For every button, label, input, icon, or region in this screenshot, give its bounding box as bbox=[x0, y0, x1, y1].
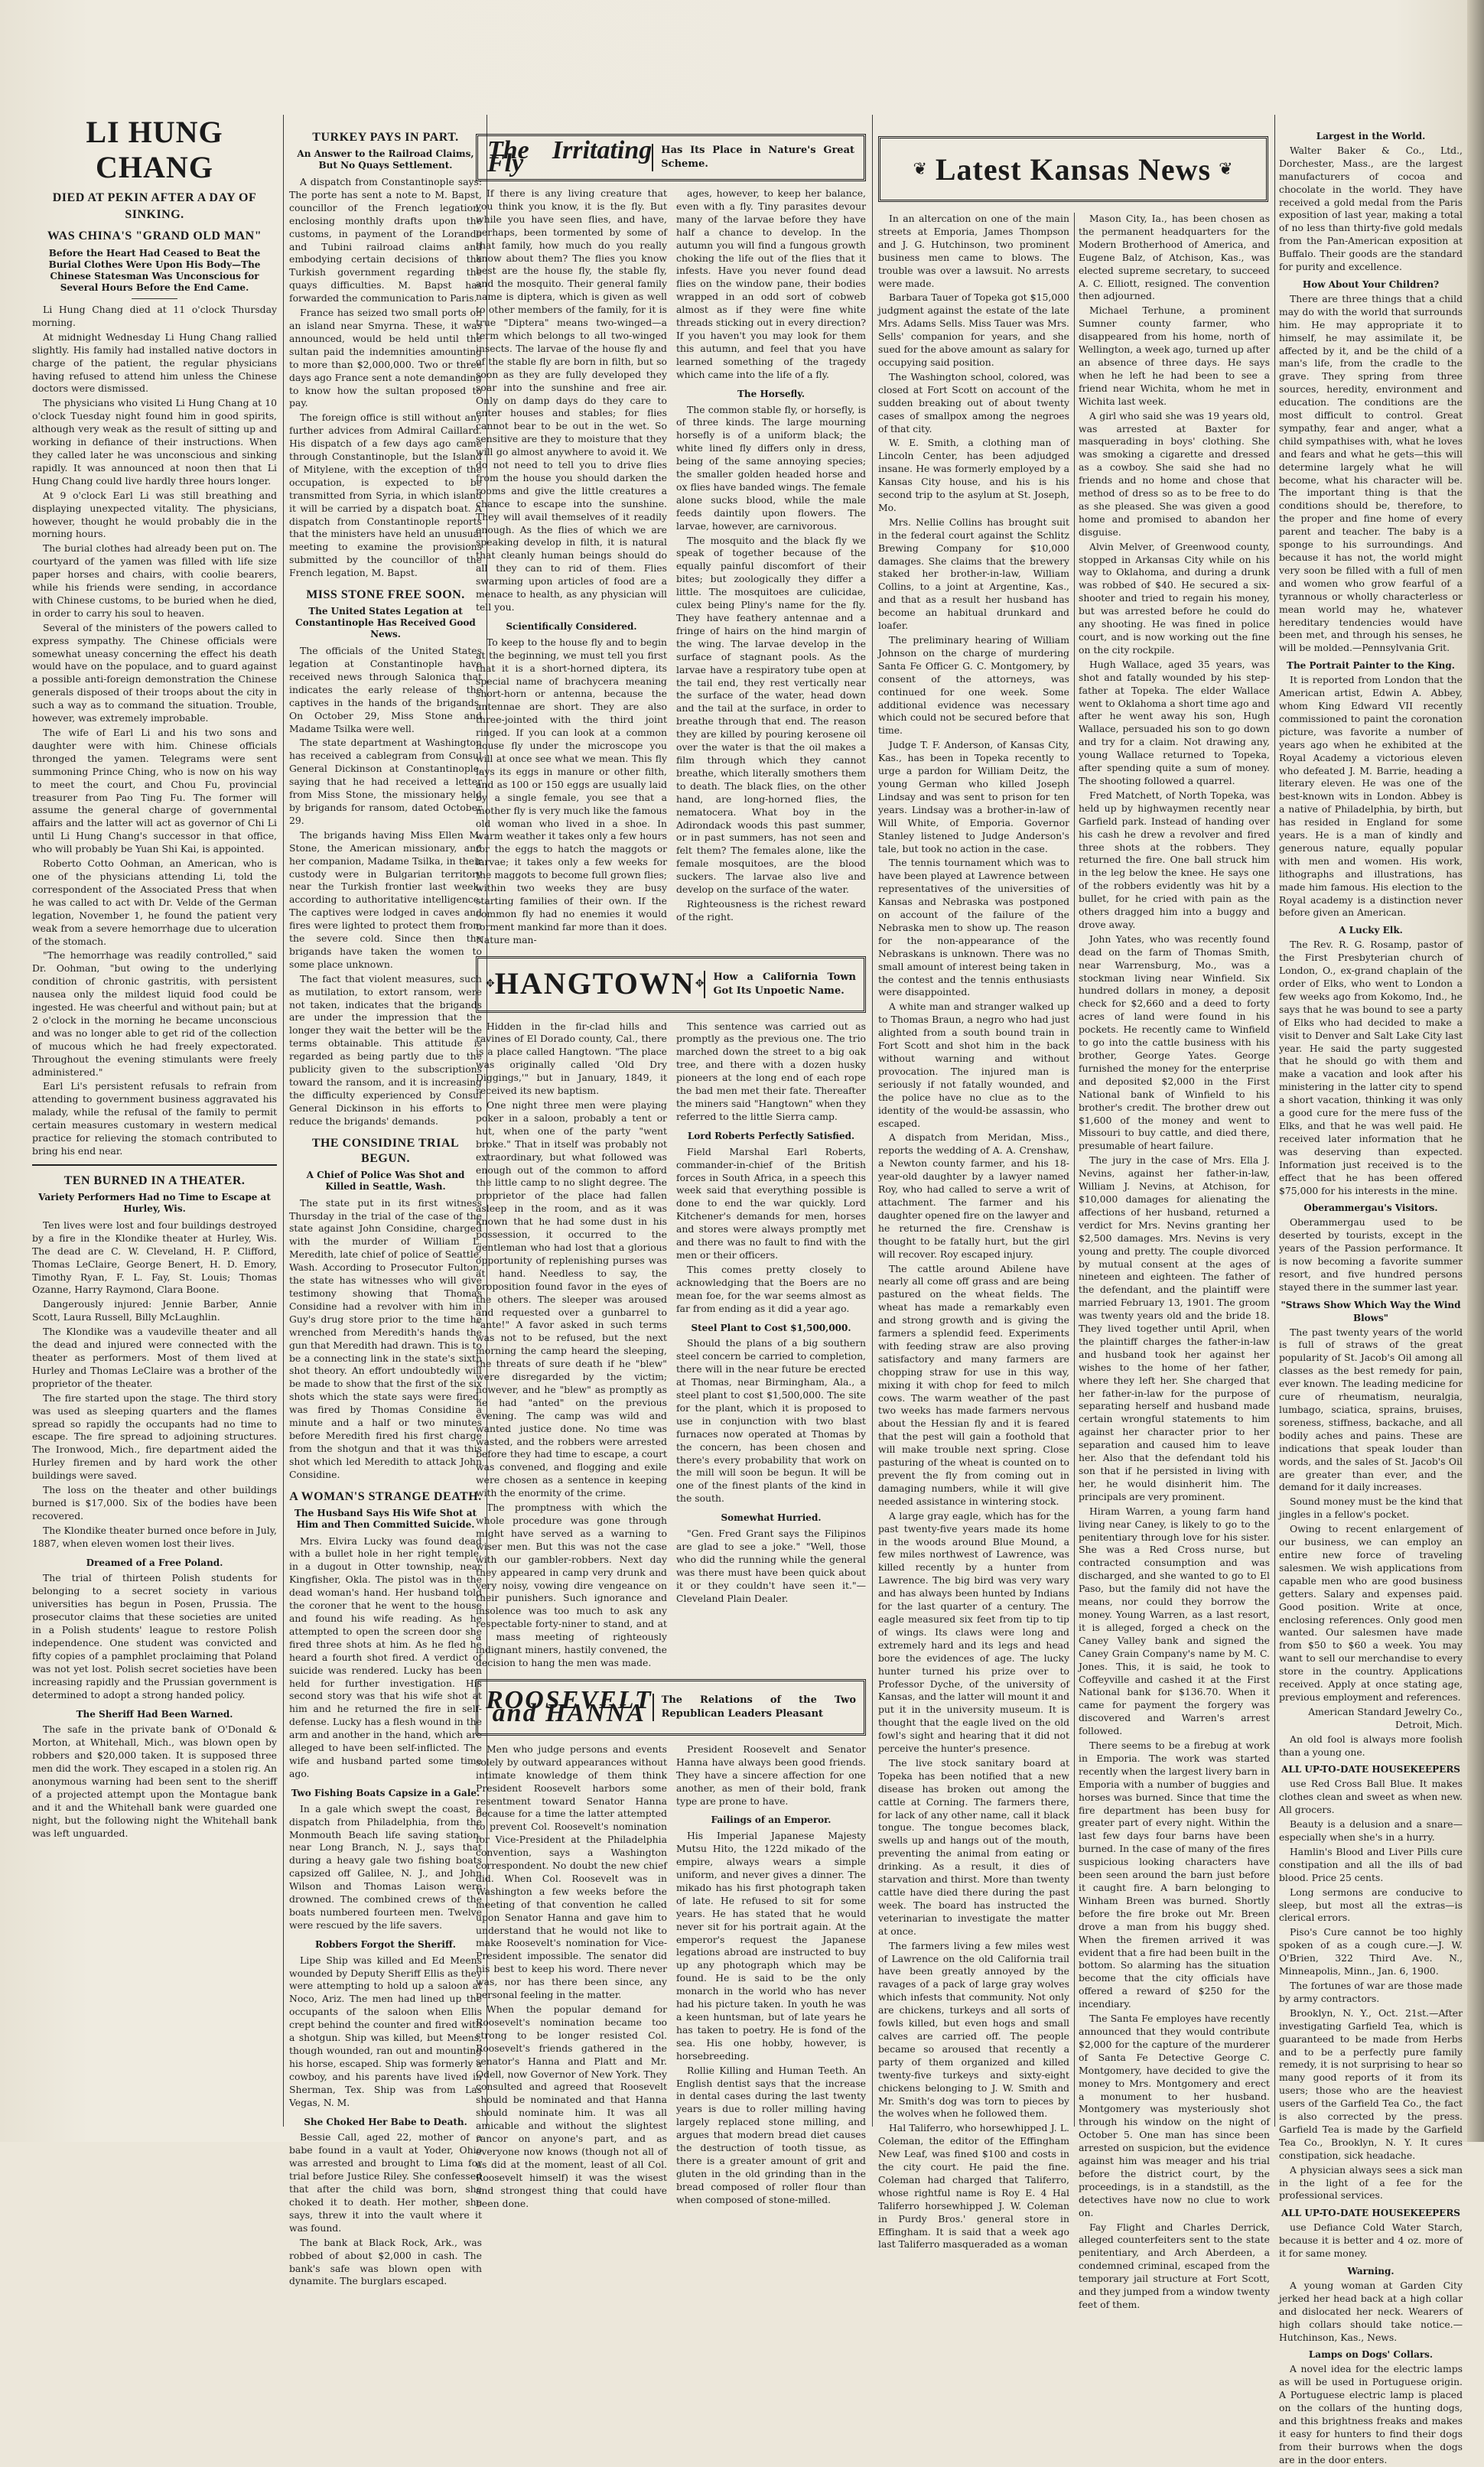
deck-grand-old-man: WAS CHINA'S "GRAND OLD MAN" bbox=[47, 229, 262, 242]
paragraph: An old fool is always more foolish than a young one. bbox=[1279, 1733, 1463, 1758]
paragraph: Michael Terhune, a prominent Sumner county farmer, who disappeared from his home, north of Wellington, a week ago, turned up after an absence of three days. He says when he left he had been to see a friend near Wichita, whom he met in Wichita last week. bbox=[1079, 304, 1270, 407]
ornament-icon: ✥ bbox=[695, 978, 705, 991]
subtitle-irritating-fly: Has Its Place in Nature's Great Scheme. bbox=[652, 144, 854, 171]
paragraph: Mason City, Ia., has been chosen as the permanent headquarters for the Modern Brotherhood of America, and Eugene Balz, of Atchison, Kas., was elected supreme secretary, to succeed A. C. Elliott, resigned. The convention then adjourned. bbox=[1079, 213, 1270, 302]
paragraph: Oberammergau used to be deserted by tourists, except in the years of the Passion performance. It is now becoming a favorite summer resort, and five hundred persons stayed there in the summer last year. bbox=[1279, 1216, 1463, 1293]
paragraph: John Yates, who was recently found dead on the farm of Thomas Smith, near Warrensburg, Mo., was a stockman living near Winfield. Six hundred dollars in money, a deposit check for $2,660 and a deed to forty acres of land were found in his pockets. He recently came to Winfield to go into the cattle business with his brother, George Yates. George furnished the money for the enterprise and deposited $2,000 in the First National bank of Winfield to his brother's credit. The brother drew out $1,600 of the money and went to Missouri to buy cattle, and died there, presumable of heart failure. bbox=[1079, 932, 1270, 1152]
headline-turkey-pays: TURKEY PAYS IN PART. bbox=[312, 131, 459, 144]
paragraph: The jury in the case of Mrs. Ella J. Nevins, against her father-in-law, William J. Nevins, at Atchison, for $10,000 damages for alienating the affections of her husband, returned a verdict for Mrs. Nevins granting her $2,500 damages. Mrs. Nevins is very young and pretty. The couple divorced by mutual consent at the ages of nineteen and eighteen. The father of the defendant, and the plaintiff were married February 13, 1901. The groom was twenty years old and the bride 18. They lived together until April, when the plaintiff charges the father-in-law and husband took her against her wishes to the home of her father, where they left her. She charged that her father-in-law for the purpose of separating herself and husband made certain wrongful statements to him against her character prior to her separation and caused him to leave her. Also that the defendant told his son that if he persisted in living with her, he would disinherit him. The principals are very prominent. bbox=[1079, 1154, 1270, 1502]
fly-right bbox=[676, 187, 866, 949]
paragraph: Rollie Killing and Human Teeth. An English dentist says that the increase in dental cases during the last twenty years is due to roller milling having largely replaced stone milling, and argues that modern bread diet causes the destruction of tooth tissue, as there is a greater amount of grit and gluten in the old grinding than in the bread composed of roller flour than when composed of stone-milled. bbox=[676, 2064, 866, 2205]
paragraph: In an altercation on one of the main streets at Emporia, James Thompson and J. G. Hutchinson, two prominent business men came to blows. The trouble was over a lawsuit. No arrests were made. bbox=[878, 213, 1069, 289]
headline-sheriff-warned: The Sheriff Had Been Warned. bbox=[76, 1708, 233, 1720]
paragraph: His Imperial Japanese Majesty Mutsu Hito, the 122d mikado of the empire, always wears a simple uniform, and never gives a dinner. The mikado has his first photograph taken of late. He refused to sit for some years. He has stated that he would never sit for his portrait again. At the emperor's request the Japanese legations abroad are instructed to buy up any photograph which may be found. He is said to be the only monarch in the world who has never had his picture taken. In youth he was a keen huntsman, but of late years he has taken to poetry. He is fond of the sea. His one hobby, however, is horsebreeding. bbox=[676, 1830, 866, 2062]
paragraph: The loss on the theater and other buildings burned is $17,000. Six of the bodies have been recovered. bbox=[32, 1484, 277, 1522]
subhead-somewhat-hurried: Somewhat Hurried. bbox=[721, 1512, 822, 1524]
paragraph: The state department at Washington has received a cablegram from Consul General Dickinson at Constantinople, saying that he had received a letter from Miss Stone, the missionary held by brigands for ransom, dated October 29. bbox=[289, 737, 482, 826]
divider bbox=[132, 298, 177, 299]
roosevelt-right bbox=[676, 1743, 866, 2212]
paragraph: If there is any living creature that you think you know, it is the fly. But while you have seen flies, and have, perhaps, been tormented by some of that family, how much do you really know about them? The flies you know best are the house fly, the stable fly, and the mosquito. Their general family name is diptera, which is given as well to other members of the family, for it is true "Diptera" means two-winged—a term which belongs to all two-winged insects. The larvae of the house fly and of the stable fly are born in filth, but so soon as they are fully developed they soar into the sunshine and free air. Only on damp days do they care to enter houses and stables; for flies cannot bear to be out in the wet. So sensitive are they to moisture that they will go almost anywhere to avoid it. We do not need to tell you to drive flies from the house you should darken the rooms and give the little creatures a chance to escape into the sunshine. They will avail themselves of it readily enough. As the flies of which we are speaking develop in filth, it is natural that cleanly human beings should do all they can to rid of them. Flies swarming upon articles of food are a menace to health, as any physician will tell you. bbox=[476, 187, 667, 613]
paragraph: This comes pretty closely to acknowledging that the Boers are no mean foe, for the war seems almost as far from ending as it did a year ago. bbox=[676, 1263, 866, 1314]
label-lucky-elk: A Lucky Elk. bbox=[1339, 925, 1403, 936]
title-hangtown: HANGTOWN bbox=[494, 966, 695, 1001]
paragraph: A novel idea for the electric lamps as will be used in Portuguese origin. A Portuguese electric lamp is placed on the collars of the hunting dogs, and this brightness freaks and makes it easy for hunters to find their dogs from their burrows when the dogs are in the door enters. bbox=[1279, 2363, 1463, 2465]
column-1 bbox=[32, 115, 277, 2127]
hangtown-article bbox=[476, 1020, 866, 1671]
paragraph: "The hemorrhage was readily controlled," said Dr. Oohman, "but owing to the underlying condition of chronic gastritis, with persistent nausea only the mildest liquid food could be ingested. He was cheerful and without pain; but at 2 o'clock in the morning he became unconscious and was no longer able to get rid of the collection of mucous which he had freely expectorated. Throughout the evening stimulants were freely administered." bbox=[32, 949, 277, 1078]
paragraph: Earl Li's persistent refusals to refrain from attending to government business aggravated his malady, while the refusal of the family to permit certain measures customary in western medical practice for relieving the stomach contributed to bring his end near. bbox=[32, 1080, 277, 1157]
paragraph: use Red Cross Ball Blue. It makes clothes clean and sweet as when new. All grocers. bbox=[1279, 1778, 1463, 1816]
paragraph: A white man and stranger walked up to Thomas Braun, a negro who had just alighted from a south bound train in Fort Scott and shot him in the back without warning and without provocation. The injured man is seriously if not fatally wounded, and the police have no clue as to the identity of the would-be assassin, who escaped. bbox=[878, 1001, 1069, 1129]
paragraph: There seems to be a firebug at work in Emporia. The work was started recently when the largest livery barn in Emporia with a number of buggies and horses was burned. Since that time the fire department has been busy for greater part of every night. Within the last few days four barns have been burned. In the case of many of the fires suspicious looking characters have been seen around the barn just before it caught fire. A barn belonging to Winham Breen was burned. Shortly before the fire broke out Mr. Breen drove a man from his buggy shed. When the firemen arrived it was evident that a fire had been built in the bottom. So alarming has the situation become that the city officials have offered a reward of $250 for the incendiary. bbox=[1079, 1740, 1270, 2010]
subtitle-hangtown: How a California Town Got Its Unpoetic Name. bbox=[704, 971, 856, 998]
headline-ten-burned: TEN BURNED IN A THEATER. bbox=[63, 1173, 246, 1187]
paragraph: Li Hung Chang died at 11 o'clock Thursday morning. bbox=[32, 304, 277, 328]
column-rule bbox=[872, 115, 873, 2127]
paragraph: Hiram Warren, a young farm hand living near Caney, is likely to go to the penitentiary through love for his sister. She was a Red Cross nurse, but contracted consumption and was discharged, and she wanted to go to El Paso, but the family did not have the means, nor could they borrow the money. Young Warren, as a last resort, it is alleged, forged a check on the Caney Valley bank and signed the Caney Grain Company's name by M. C. Jones. This, it is said, he took to Coffeyville and cashed it at the First National bank for $136.70. When it came for payment the forgery was discovered and Warren's arrest followed. bbox=[1079, 1505, 1270, 1737]
paragraph: "Gen. Fred Grant says the Filipinos are glad to see a joke." "Well, those who did the running while the general was there must have been quick about it or they couldn't have seen it."—Cleveland Plain Dealer. bbox=[676, 1528, 866, 1604]
column-rule bbox=[1274, 115, 1275, 2127]
label-portrait: The Portrait Painter to the King. bbox=[1287, 660, 1455, 672]
ornament-icon: ❦ bbox=[1219, 159, 1234, 178]
paragraph: The promptness with which the whole procedure was gone through might have served as a warning to wiser men. But this was not the case with our gambler-robbers. Next day they appeared in camp very drunk and very noisy, vowing dire vengeance on their punishers. Such ignorance and insolence was too much to ask any respectable forty-niner to stand, and at a mass meeting of righteously indignant miners, hastily convened, the decision to hang the men was made. bbox=[476, 1502, 667, 1668]
paragraph: The state put in its first witness Thursday in the trial of the case of the state against John Considine, charged with the murder of William L. Meredith, late chief of police of Seattle, Wash. According to Prosecutor Fulton, the state has witnesses who will give testimony showing that Thomas Considine had a revolver with him in Guy's drug store prior to the time he wrenched from Meredith's hands the gun that Meredith had drawn. This is to be a connecting link in the state's sixth shot theory. An effort undoubtedly will be made to show that the first of the six shots which the state says were fired, was fired by Thomas Considine a minute and a half or two minutes before Meredith fired his first charge from the shotgun and that it was this shot which led Meredith to attack John Considine. bbox=[289, 1196, 482, 1480]
summary-li-hung-chang: Before the Heart Had Ceased to Beat the Burial Clothes Were Upon His Body—The Chinese Statesman Was Unconscious for Several Hours Before the End Came. bbox=[48, 248, 261, 293]
paragraph: Alvin Melver, of Greenwood county, stopped in Arkansas City while on his way to Oklahoma, and during a drunk was robbed of $40. He secured a six-shooter and tried to regain his money, but was arrested before he could do any shooting. He was fined in police court, and is now working out the fine on the city rockpile. bbox=[1079, 540, 1270, 656]
paragraph: It is reported from London that the American artist, Edwin A. Abbey, whom King Edward VII recently commissioned to paint the coronation picture, was favorite a number of years ago when he exhibited at the Royal Academy a victorious eleven who defeated J. M. Barrie, heading a literary eleven. He was one of the best-known wits in London. Abbey is a native of Philadelphia, by birth, but has resided in England for some years. He is a man of kindly and generous nature, equally popular with men and women. His work, lithographs and illustrations, has made him famous. His election to the Royal academy is a distinction never before given an American. bbox=[1279, 674, 1463, 919]
paragraph: There are three things that a child may do with the world that surrounds him. He may appropriate it to himself, he may assimilate it, be affected by it, and be the child of a man's life, from the cradle to the grave. They spring from three sources, heredity, environment and education. The conditions are the most difficult to control. Great sympathy, fear and anger, what a child sympathises with, what he loves and fears and what he gets—this will determine largely what he will become, what his character will be. The important thing is that the conditions should be, therefore, to the proper and fine home of every parent and teacher. The baby is a sponge to his surroundings. And because it has not, the world might very soon be filled with a full of men and women who grow fearful of a tyrannous or wholly characterless or mean world may he, whatever hereditary tendencies would have been met, and through his senses, he will be molded.—Pennsylvania Grit. bbox=[1279, 292, 1463, 654]
paragraph: At midnight Wednesday Li Hung Chang rallied slightly. His family had installed native doctors in charge of the patient, the regular physicians having refused to attend him unless the Chinese doctors were dismissed. bbox=[32, 330, 277, 395]
headline-womans-death: A WOMAN'S STRANGE DEATH. bbox=[289, 1489, 482, 1503]
subhead-emperor: Failings of an Emperor. bbox=[711, 1814, 831, 1826]
paragraph: In a gale which swept the coast, a dispatch from Philadelphia, from the Monmouth Beach life saving station, near Long Branch, N. J., says that during a heavy gale two fishing boats capsized off Galilee, N. J., and John Wilson and Thomas Laison were drowned. The combined crews of the boats numbered fourteen men. Twelve were rescued by the life savers. bbox=[289, 1802, 482, 1931]
title-roosevelt-hanna: ROOSEVELT and HANNA bbox=[486, 1685, 653, 1727]
paragraph: Fay Flight and Charles Derrick, alleged counterfeiters sent to the state penitentiary, and Arch Aberdeen, a condemned criminal, escaped from the temporary jail structure at Fort Scott, and they jumped from a window twenty feet of them. bbox=[1079, 2221, 1270, 2310]
paragraph: The trial of thirteen Polish students for belonging to a secret society in various universities has begun in Posen, Prussia. The prosecutor claims that these societies are united in a Polish students' league to restore Polish independence. One student was convicted and fifty copies of a pamphlet proclaiming that Poland was not yet lost. Polish secret societies have been increasing rapidly and the Prussian government is determined to adopt a strong handed policy. bbox=[32, 1572, 277, 1701]
paragraph: When the popular demand for Roosevelt's nomination became too strong to be longer resisted Col. Roosevelt's friends gathered in the senator's Hanna and Platt and Mr. Odell, now Governor of New York. They consulted and agreed that Roosevelt should be nominated and that Hanna should nominate him. It was all amicable and without the slightest rancor on anyone's part, and as everyone now knows (though not all of us did at the moment, least of all Col. Roosevelt himself) it was the wisest and strongest thing that could have been done. bbox=[476, 2003, 667, 2209]
paragraph: Dangerously injured: Jennie Barber, Annie Scott, Laura Russell, Billy McLaughlin. bbox=[32, 1298, 277, 1323]
paragraph: Beauty is a delusion and a snare—especially when she's in a hurry. bbox=[1279, 1818, 1463, 1843]
title-latest-kansas-news: Latest Kansas News bbox=[935, 151, 1212, 187]
label-housekeepers-2: ALL UP-TO-DATE HOUSEKEEPERS bbox=[1281, 2208, 1460, 2219]
paragraph: At 9 o'clock Earl Li was still breathing and displaying unexpected vitality. The physicians, however, thought he would probably die in the morning hours. bbox=[32, 489, 277, 540]
subhead-turkey: An Answer to the Railroad Claims, But No Quays Settlement. bbox=[297, 148, 474, 171]
roosevelt-article bbox=[476, 1743, 866, 2212]
headline-free-poland: Dreamed of a Free Poland. bbox=[86, 1557, 223, 1568]
paragraph: One night three men were playing poker in a saloon, probably a tent or hut, when one of the party "went broke." That in itself was probably not extraordinary, but what followed was enough out of the common to afford the little camp to no slight degree. The proprietor of the place had fallen asleep in the room, and as it was known that he had some dust in his possession, it occurred to the gentleman who had lost that a glorious opportunity of replenishing purses was at hand. Needless to say, the proposition found favor in the eyes of the others. The sleeper was aroused and requested over a gunbarrel to "ante!" A favor asked in such terms was not to be refused, but the next morning the camp heard the sleeping, the threats of sure death if he "blew" were disregarded by the victim; however, and he "blew" as promptly as he had "anted" on the previous evening. The camp was wild and wanted justice done. No time was wasted, and the robbers were arrested before they had time to escape, a court was convened, and flogging and exile were chosen as a sentence in keeping with the enormity of the crime. bbox=[476, 1099, 667, 1499]
paragraph: W. E. Smith, a clothing man of Lincoln Center, has been adjudged insane. He was formerly employed by a Kansas City house, and his is his second trip to the asylum at St. Joseph, Mo. bbox=[878, 437, 1069, 513]
paragraph: The past twenty years of the world is full of straws of the great popularity of St. Jacob's Oil among all classes as the best remedy for pain, ever known. The leading medicine for cure of rheumatism, neuralgia, lumbago, sciatica, sprains, bruises, soreness, stiffness, backache, and all bodily aches and pains. These are indications that speak louder than words, and the sales of St. Jacob's Oil are greater than ever, and the demand for it daily increases. bbox=[1279, 1326, 1463, 1493]
column-rule bbox=[283, 115, 284, 2127]
fly-title-box bbox=[476, 134, 866, 181]
paragraph: use Defiance Cold Water Starch, because it is better and 4 oz. more of it for same money. bbox=[1279, 2221, 1463, 2260]
paragraph: Several of the ministers of the powers called to express sympathy. The Chinese officials were somewhat uneasy concerning the effect his death would have on the populace, and to guard against a possible anti-foreign demonstration the Chinese generals disposed of their troops about the city in such a way as to command the situation. Trouble, however, was extremely improbable. bbox=[32, 621, 277, 724]
paragraph: France has seized two small ports on an island near Smyrna. These, it was announced, would be held until the sultan paid the indemnities amounting to more than $2,000,000. Two or three days ago France sent a note demanding to know how the sultan proposed to pay. bbox=[289, 307, 482, 409]
column-5 bbox=[878, 213, 1069, 2251]
page-edge bbox=[1467, 0, 1484, 2142]
paragraph: To keep to the house fly and to begin at the beginning, we must tell you first that it is a short-horned diptera, its special name of brachycera meaning short-horn or antenna, because the antennae are short. They are also three-jointed with the third joint ringed. If you can look at a common house fly under the microscope you will at once see what we mean. This fly lays its eggs in manure or other filth, and as 100 or 150 eggs are usually laid by a single female, you see that a mother fly is very much like the famous old woman who lived in a shoe. In warm weather it takes only a few hours for the eggs to hatch the maggots or larvae; it takes only a few weeks for the maggots to become full grown flies; within two weeks they are busy starting families of their own. If the common fly had no enemies it would torment mankind far more than it does. Nature man- bbox=[476, 636, 667, 945]
paragraph: The safe in the private bank of O'Donald & Morton, at Whitehall, Mich., was blown open by robbers and $20,000 taken. It is supposed three men did the work. They escaped in a stolen rig. An anonymous warning had been sent to the sheriff of a projected attempt upon the Montague bank and it and the Whitehall bank were guarded one night, but the following night the Whitehall bank was left unguarded. bbox=[32, 1723, 277, 1839]
paragraph: The foreign office is still without any further advices from Admiral Caillard. His dispatch of a few days ago came through Constantinople, but the Island of Mitylene, with the exception of the occupation, is expected to be transmitted from Syria, in which island it will be carried by a dispatch boat. A dispatch from Constantinople reports that the ministers have held an unusual meeting to examine the provisions submitted by the councillor of the French legation, M. Bapst. bbox=[289, 412, 482, 579]
paragraph: Bessie Call, aged 22, mother of a babe found in a vault at Yoder, Ohio was arrested and brought to Lima for trial before Justice Riley. She confessed that after the child was born, she choked it to death. Her mother, she says, threw it into the vault where it was found. bbox=[289, 2131, 482, 2234]
paragraph: Brooklyn, N. Y., Oct. 21st.—After investigating Garfield Tea, which is guaranteed to be made from Herbs and to be a perfectly pure family remedy, it is not surprising to hear so many good reports of it from its users; those who are the heaviest users of the Garfield Tea Co., the fact is also corrected by the press. Garfield Tea is made by the Garfield Tea Co., Brooklyn, N. Y. It cures constipation, sick headache. bbox=[1279, 2006, 1463, 2161]
paragraph: Walter Baker & Co., Ltd., Dorchester, Mass., are the largest manufacturers of cocoa and chocolate in the world. They have received a gold medal from the Paris exposition of last year, making a total of no less than thirty-five gold medals from the Pan-American exposition at Buffalo. Their goods are the standard for purity and excellence. bbox=[1279, 144, 1463, 273]
paragraph: The mosquito and the black fly we speak of together because of the equally painful discomfort of their bites; but zoologically they differ a little. The mosquitoes are culicidae, culex being Pliny's name for the fly. They have feathery antennae and a fringe of hairs on the hind margin of the wing. The larvae develop in the surface of stagnant pools. As the larvae have a respiratory tube open at the tail end, they rest vertically near the surface of the water, head down and the tail at the surface, in order to breathe through that end. The reason they are killed by pouring kerosene oil over the water is that the oil makes a film through which they cannot breathe, which literally smothers them to death. The black flies, on the other hand, are long-horned flies, the nematocera. What boy in the Adirondack woods this past summer, or in past summers, has not seen and felt them? The females alone, like the female mosquitoes, are the blood suckers. The larvae also live and develop on the surface of the water. bbox=[676, 534, 866, 896]
roosevelt-left bbox=[476, 1743, 667, 2212]
paragraph: Fred Matchett, of North Topeka, was held up by highwaymen recently near Garfield park. Instead of handing over his cash he drew a revolver and fired three shots at the robbers. They returned the fire. One ball struck him in the leg below the knee. He says one of the robbers evidently was hit by a bullet, for he cried with pain as the others dragged him into a buggy and drove away. bbox=[1079, 789, 1270, 930]
subhead-considine: A Chief of Police Was Shot and Killed in Seattle, Wash. bbox=[306, 1169, 465, 1192]
label-straws: "Straws Show Which Way the Wind Blows" bbox=[1281, 1299, 1461, 1323]
paragraph: Owing to recent enlargement of our business, we can employ an entire new force of traveling salesmen. We wish applications from capable men who are good business getters. Salary and expenses paid. Good position. Write at once, enclosing references. Only good men wanted. Our salesmen have made from $50 to $60 a week. You may want to sell our merchandise to every store in the country. Applications received. Apply at once stating age, previous employment and references. bbox=[1279, 1523, 1463, 1703]
column-2 bbox=[289, 115, 482, 2287]
headline-li-hung-chang: LI HUNG CHANG bbox=[86, 115, 223, 184]
paragraph: The physicians who visited Li Hung Chang at 10 o'clock Tuesday night found him in good spirits, although very weak as the result of sitting up and working in defiance of their instructions. When they called later he was unconscious and sinking rapidly. It was announced at noon then that Li Hung Chang could live hardly three hours longer. bbox=[32, 397, 277, 487]
paragraph: Barbara Tauer of Topeka got $15,000 judgment against the estate of the late Mrs. Adams Sells. Miss Tauer was Mrs. Sells' companion for years, and she sued for the above amount as salary for occupying said position. bbox=[878, 291, 1069, 368]
subhead-miss-stone: The United States Legation at Constantinople Has Received Good News. bbox=[295, 606, 476, 640]
paragraph: Long sermons are conducive to sleep, but most all the extras—is clerical errors. bbox=[1279, 1886, 1463, 1924]
paragraph: The common stable fly, or horsefly, is of three kinds. The large mourning horsefly is of a uniform black; the white lined fly differs only in dress, being of the same annoying species; the smaller golden headed horse and ox flies have banded wings. The female alone sucks blood, while the male feeds daintily upon flowers. The larvae, however, are carnivorous. bbox=[676, 403, 866, 532]
subhead-horsefly: The Horsefly. bbox=[737, 388, 805, 399]
fly-article bbox=[476, 187, 866, 949]
hangtown-right bbox=[676, 1020, 866, 1671]
paragraph: The Klondike theater burned once before in July, 1887, when eleven women lost their lives. bbox=[32, 1524, 277, 1549]
paragraph: The cattle around Abilene have nearly all come off grass and are being pastured on the wheat fields. The wheat has made a remarkably even and strong growth and is giving the farmers a splendid feed. Experiments with feeding straw are also proving satisfactory and many farmers are chopping straw for use in this way, mixing it with chop for feed to milch cows. The warm weather of the past two weeks has made farmers nervous about the Hessian fly and it is feared that the pest will gain a foothold that will make trouble next spring. Close pasturing of the wheat is counted on to prevent the fly from coming out in damaging numbers, while it will give needed assistance in wintering stock. bbox=[878, 1262, 1069, 1507]
paragraph: Roberto Cotto Oohman, an American, who is one of the physicians attending Li, told the correspondent of the Associated Press that when he was called to act with Dr. Velde of the German legation, November 1, he found the patient very weak from a severe hemorrhage due to ulceration of the stomach. bbox=[32, 858, 277, 947]
subhead-ten-burned: Variety Performers Had no Time to Escape at Hurley, Wis. bbox=[38, 1191, 271, 1214]
article-li-hung-chang-body bbox=[32, 304, 277, 1158]
subhead-scientifically: Scientifically Considered. bbox=[506, 620, 637, 632]
hangtown-title-box bbox=[476, 956, 866, 1013]
headline-considine: THE CONSIDINE TRIAL BEGUN. bbox=[311, 1136, 460, 1165]
paragraph: A young woman at Garden City jerked her head back at a high collar and dislocated her neck. Wearers of high collars should take notice.—Hutchinson, Kas., News. bbox=[1279, 2279, 1463, 2343]
headline-fishing-boats: Two Fishing Boats Capsize in a Gale. bbox=[291, 1787, 480, 1798]
paragraph: The preliminary hearing of William Johnson on the charge of murdering Santa Fe Officer G. C. Montgomery, by consent of the attorneys, was continued for one week. Some additional evidence was necessary which could not be secured before that time. bbox=[878, 634, 1069, 737]
paragraph: Piso's Cure cannot be too highly spoken of as a cough cure.—J. W. O'Brien, 322 Third Ave. N., Minneapolis, Minn., Jan. 6, 1900. bbox=[1279, 1926, 1463, 1977]
paragraph: Hal Taliferro, who horsewhipped J. L. Coleman, the editor of the Effingham New Leaf, was fined $100 and costs in the city court. He paid the fine. Coleman had charged that Taliferro, whose rightful name is Roy E. 4 Hal Taliferro horsewhipped J. W. Coleman in Purdy Bros.' general store in Effingham. It is said that a week ago last Taliferro masqueraded as a woman bbox=[878, 2122, 1069, 2251]
paragraph: Lipe Ship was killed and Ed Meens wounded by Deputy Sheriff Ellis as they were attempting to hold up a saloon at Noco, Ariz. The men had lined up the occupants of the saloon when Ellis crept behind the counter and fired with a shotgun. Ship was killed, but Meens, though wounded, ran out and mounting his horse, escaped. Ship was formerly a cowboy, and his parents have lived in Sherman, Tex. Ship was from Las Vegas, N. M. bbox=[289, 1954, 482, 2108]
paragraph: American Standard Jewelry Co., Detroit, Mich. bbox=[1308, 1705, 1463, 1730]
paragraph: The officials of the United States legation at Constantinople have received news through Salonica that indicates the early release of the captives in the hands of the brigands. On October 29, Miss Stone and Madame Tsilka were well. bbox=[289, 645, 482, 734]
paragraph: ages, however, to keep her balance, even with a fly. Tiny parasites devour many of the larvae before they have half a chance to develop. In the autumn you will find a fungous growth choking the life out of the flies that it infests. Have you never found dead flies on the window pane, their bodies wrapped in an odd sort of cobweb almost as if they were fine white threads sticking out in every direction? If you haven't you may look for them this autumn, and feel that you have learned something of the tragedy which came into the life of a fly. bbox=[676, 187, 866, 380]
paragraph: A girl who said she was 19 years old, was arrested at Baxter for masquerading in boys' clothing. She was smoking a cigarette and dressed as a cowboy. She said she had no friends and no home and chose that method of dress so as to be free to do as she pleased. She was given a good home and promised to abandon her disguise. bbox=[1079, 409, 1270, 538]
headline-miss-stone: MISS STONE FREE SOON. bbox=[306, 588, 465, 602]
paragraph: The farmers living a few miles west of Lawrence on the old California trail have been greatly annoyed by the ravages of a pack of large gray wolves which infests that community. Not only are chickens, turkeys and all sorts of fowls killed, but even hogs and small calves are carried off. The people became so aroused that recently a party of them organized and killed twenty-five turkeys and sixty-eight chickens belonging to J. W. Smith and Mr. Smith's dog was torn to pieces by the wolves when he followed them. bbox=[878, 1939, 1069, 2120]
paragraph: Should the plans of a big southern steel concern be carried to completion, there will in the near future be erected at Thomas, near Birmingham, Ala., a steel plant to cost $1,500,000. The site for the plant, which it is proposed to use in conjunction with two blast furnaces now operated at Thomas by the concern, has been chosen and there's every probability that work on the mill will soon be begun. It will be one of the finest plants of the kind in the south. bbox=[676, 1337, 866, 1505]
paragraph: Mrs. Elvira Lucky was found dead with a bullet hole in her right temple, in a dugout in Otter township, near Kingfisher, Okla. The pistol was in the dead woman's hand. Her husband told the coroner that he went to the house and found his wife reading. As he attempted to open the screen door she fired three shots at him. As he fled he heard a fourth shot fired. A verdict of suicide was rendered. Lucky has been held for further investigation. His second story was that his wife shot at him and he returned the fire in self-defense. Lucky has a flesh wound in the arm and another in the hand, which are alleged to have been self-inflicted. The wife and husband parted some time ago. bbox=[289, 1535, 482, 1779]
deck-died-at-pekin: DIED AT PEKIN AFTER A DAY OF SINKING. bbox=[52, 191, 257, 221]
column-7 bbox=[1279, 115, 1463, 2465]
paragraph: Ten lives were lost and four buildings destroyed by a fire in the Klondike theater at Hurley, Wis. The dead are C. W. Cleveland, H. P. Clifford, Thomas LeClaire, George Benert, H. D. Emory, Timothy Ryan, F. L. Fay, St. Louis; Thomas Ozanne, Harry Raymond, Clara Boone. bbox=[32, 1219, 277, 1296]
paragraph: The burial clothes had already been put on. The courtyard of the yamen was filled with life size paper horses and chairs, with coolie bearers, while his friends were sending, in accordance with Chinese customs, to be buried when he died, in order to carry his soul to heaven. bbox=[32, 542, 277, 619]
columns-3-4 bbox=[476, 115, 866, 2209]
headline-robbers: Robbers Forgot the Sheriff. bbox=[315, 1938, 456, 1950]
subhead-womans-death: The Husband Says His Wife Shot at Him and Then Committed Suicide. bbox=[294, 1507, 477, 1530]
paragraph: A physician always sees a sick man in the light of a fee for the professional services. bbox=[1279, 2163, 1463, 2202]
paragraph: Field Marshal Earl Roberts, commander-in-chief of the British forces in South Africa, in a speech this week said that everything possible is done to end the war quickly. Lord Kitchener's demands for men, horses and stores were always promptly met and there was no fault to find with the men or their officers. bbox=[676, 1145, 866, 1261]
paragraph: The live stock sanitary board at Topeka has been notified that a new disease has broken out among the cattle at Corning. The farmers there, for lack of any other name, call it black tongue. The tongue becomes black, swells up and hangs out of the mouth, preventing the animal from eating or drinking. As a result, it dies of starvation and thirst. More than twenty cattle have died there during the past week. The board has instructed the veterinarian to investigate the matter at once. bbox=[878, 1756, 1069, 1937]
paragraph: The brigands having Miss Ellen M. Stone, the American missionary, and her companion, Madame Tsilka, in their custody were in Bulgarian territory near the Turkish frontier last week, according to authoritative intelligence. The captives were lodged in caves and fires were lighted to protect them from the severe cold. Since then the brigands have taken the women to some place unknown. bbox=[289, 828, 482, 970]
paragraph: The bank at Black Rock, Ark., was robbed of about $2,000 in cash. The bank's safe was blown open with dynamite. The burglars escaped. bbox=[289, 2236, 482, 2287]
column-rule bbox=[1074, 213, 1075, 2127]
paragraph: A large gray eagle, which has for the past twenty-five years made its home in the woods around Blue Mound, a few miles northwest of Lawrence, was killed recently by a hunter from Lawrence. The big bird was very wary and has always been hunted by Indians for the last quarter of a century. The eagle measured six feet from tip to tip of wings. Its claws were long and extremely hard and its legs and head bore the evidences of age. The lucky hunter turned his prize over to Professor Dyche, of the university of Kansas, and the latter will mount it and put it in the university museum. It is thought that the eagle lived on the old fowl's sight and hearing that it did not perceive the hunter's presence. bbox=[878, 1509, 1069, 1755]
subhead-lord-roberts: Lord Roberts Perfectly Satisfied. bbox=[687, 1130, 855, 1141]
paragraph: The fact that violent measures, such as mutilation, to extort ransom, were not taken, indicates that the brigands are under the impression that the longer they wait the better will be the terms obtainable. This attitude is regarded as being partly due to the publicity given to the subscriptions toward the ransom, and it is increasing the difficulty experienced by Consul General Dickinson in his efforts to reduce the brigands' demands. bbox=[289, 972, 482, 1127]
headline-choked-babe: She Choked Her Babe to Death. bbox=[304, 2116, 467, 2127]
paragraph: The Washington school, colored, was closed at Fort Scott on account of the sudden breaking out of about twenty cases of smallpox among the negroes of that city. bbox=[878, 370, 1069, 434]
hangtown-left bbox=[476, 1020, 667, 1671]
paragraph: Hamlin's Blood and Liver Pills cure constipation and all the ills of bad blood. Price 25 cents. bbox=[1279, 1845, 1463, 1883]
paragraph: A dispatch from Constantinople says: The porte has sent a note to M. Bapst, councillor of the French legation, enclosing monthly drafts upon the customs, in payment of the Lorando and Tubini railroad claims and embodying certain decisions of the Turkish government regarding the quays difficulties. M. Bapst has forwarded the communication to Paris. bbox=[289, 176, 482, 304]
ornament-icon: ❦ bbox=[913, 159, 928, 178]
label-largest: Largest in the World. bbox=[1316, 131, 1426, 142]
label-warning: Warning. bbox=[1347, 2266, 1395, 2277]
paragraph: Hidden in the fir-clad hills and ravines of El Dorado county, Cal., there is a place called Hangtown. "The place was originally called 'Old Dry Diggings,'" but in January, 1849, it received its new baptism. bbox=[476, 1020, 667, 1097]
paragraph: The fire started upon the stage. The third story was used as sleeping quarters and the flames spread so rapidly the occupants had no time to escape. The fire spread to adjoining structures. The Ironwood, Mich., fire department aided the Hurley firemen and by hard work the other buildings were saved. bbox=[32, 1391, 277, 1482]
paragraph: This sentence was carried out as promptly as the previous one. The trio marched down the street to a big oak tree, and there with a dozen husky pioneers at the long end of each rope the bad men met their fate. Thereafter the miners said "Hangtown" when they referred to the little Sierra camp. bbox=[676, 1020, 866, 1122]
paragraph: Judge T. F. Anderson, of Kansas City, Kas., has been in Topeka recently to urge a pardon for William Deitz, the young German who killed Joseph Lindsay and was sent to prison for ten years. Lindsay was a brother-in-law of Will White, of Emporia. Governor Stanley listened to Judge Anderson's tale, but took no action in the case. bbox=[878, 739, 1069, 854]
ornament-icon: ✥ bbox=[486, 978, 495, 991]
subtitle-roosevelt-hanna: The Relations of the Two Republican Leaders Pleasant bbox=[653, 1694, 856, 1721]
paragraph: President Roosevelt and Senator Hanna have always been good friends. They have a sincere affection for one another, as men of their bold, frank type are prone to have. bbox=[676, 1743, 866, 1807]
label-oberammergau: Oberammergau's Visitors. bbox=[1303, 1203, 1438, 1214]
paragraph: Hugh Wallace, aged 35 years, was shot and fatally wounded by his step-father at Topeka. The elder Wallace went to Oklahoma a short time ago and after he went away his son, Hugh Wallace, persuaded his son to go down and try for a claim. Not drawing any, young Wallace returned to Topeka, after spending quite a sum of money. The shooting followed a quarrel. bbox=[1079, 658, 1270, 786]
paragraph: The Santa Fe employes have recently announced that they would contribute $2,000 for the capture of the murderer of Santa Fe Detective George C. Montgomery, have decided to give the money to Mrs. Montgomery and erect a monument to her husband. Montgomery was mysteriously shot through his window on the night of October 5. One man has since been arrested on suspicion, but the evidence against him was meager and his trial before the district court, by the proceedings, is in a standstill, as the detectives have now no clue to work on. bbox=[1079, 2013, 1270, 2218]
paragraph: The Rev. R. G. Rosamp, pastor of the First Presbyterian church of London, O., ex-grand chaplain of the order of Elks, who went to London a few weeks ago from Kokomo, Ind., he says that he was bound to see a party of Elks who had decided to make a visit to Denver and Salt Lake City last year. He said the party suggested that he should go with them and make a vacation and look after his ministering in the latter city to spend a short vacation, thinking it was only a good cure for the mere fuss of the Elks, and that he was well paid. He received later information that he was deserving than expected. Information just received is to the effect that he has been offered $75,000 for his interests in the mine. bbox=[1279, 939, 1463, 1196]
paragraph: Men who judge persons and events solely by outward appearances without intimate knowledge of them think President Roosevelt harbors some resentment toward Senator Hanna because for a time the latter attempted to prevent Col. Roosevelt's nomination for Vice-President at the Philadelphia convention, says a Washington correspondent. No doubt the new chief did. When Col. Roosevelt was in Washington a few weeks before the meeting of that convention he called upon Senator Hanna and gave him to understand that he would not like to make Roosevelt's nomination for Vice-President impossible. The senator did his best to keep his word. There never was, nor has there been since, any personal feeling in the matter. bbox=[476, 1743, 667, 2001]
paragraph: Sound money must be the kind that jingles in a fellow's pocket. bbox=[1279, 1495, 1463, 1521]
paragraph: Righteousness is the richest reward of the right. bbox=[676, 897, 866, 923]
paragraph: The Klondike was a vaudeville theater and all the dead and injured were connected with the theater as performers. Most of them lived at Hurley and Thomas LeClaire was a brother of the proprietor of the theater. bbox=[32, 1326, 277, 1389]
divider bbox=[32, 1164, 277, 1166]
paragraph: The tennis tournament which was to have been played at Lawrence between representatives of the universities of Kansas and Nebraska was postponed on account of the failure of the Nebraska men to show up. The reason for the non-appearance of the Nebraskans is unknown. There was no small amount of interest being taken in the contest and the tennis enthusiasts were disappointed. bbox=[878, 857, 1069, 998]
label-housekeepers: ALL UP-TO-DATE HOUSEKEEPERS bbox=[1281, 1764, 1460, 1775]
paragraph: Mrs. Nellie Collins has brought suit in the federal court against the Schlitz Brewing Company for $10,000 damages. She claims that the brewery staked her brother-in-law, William Collins, to a joint at Argentine, Kas., and that as a result her husband has become an habitual drunkard and loafer. bbox=[878, 516, 1069, 632]
paragraph: A dispatch from Meridan, Miss., reports the wedding of A. A. Crenshaw, a Newton county farmer, and his 18-year-old daughter by a lawyer named Roy, who had called to serve a writ of attachment. The farmer and his daughter opened fire on the lawyer and he returned the fire. Crenshaw is thought to be fatally hurt, but the girl will recover. Roy escaped injury. bbox=[878, 1131, 1069, 1260]
label-lamps: Lamps on Dogs' Collars. bbox=[1308, 2349, 1434, 2361]
paragraph: The fortunes of war are those made by army contractors. bbox=[1279, 1979, 1463, 2004]
label-children: How About Your Children? bbox=[1302, 278, 1440, 290]
latest-kansas-news-masthead bbox=[878, 136, 1268, 202]
paragraph: The wife of Earl Li and his two sons and daughter were with him. Chinese officials thronged the yamen. Telegrams were sent summoning Prince Ching, who is now on his way to meet the court, and Chou Fu, provincial treasurer from Pao Ting Fu. The former will assume the general charge of governmental affairs and the latter will act as governor of Chi Li until Li Hung Chang's successor in that office, who will probably be Yuan Shi Kai, is appointed. bbox=[32, 727, 277, 855]
column-6 bbox=[1079, 213, 1270, 2310]
fly-left bbox=[476, 187, 667, 949]
roosevelt-hanna-title-box bbox=[476, 1679, 866, 1736]
title-irritating-fly: The Irritating Fly bbox=[487, 136, 653, 177]
subhead-steel-plant: Steel Plant to Cost $1,500,000. bbox=[691, 1322, 851, 1333]
